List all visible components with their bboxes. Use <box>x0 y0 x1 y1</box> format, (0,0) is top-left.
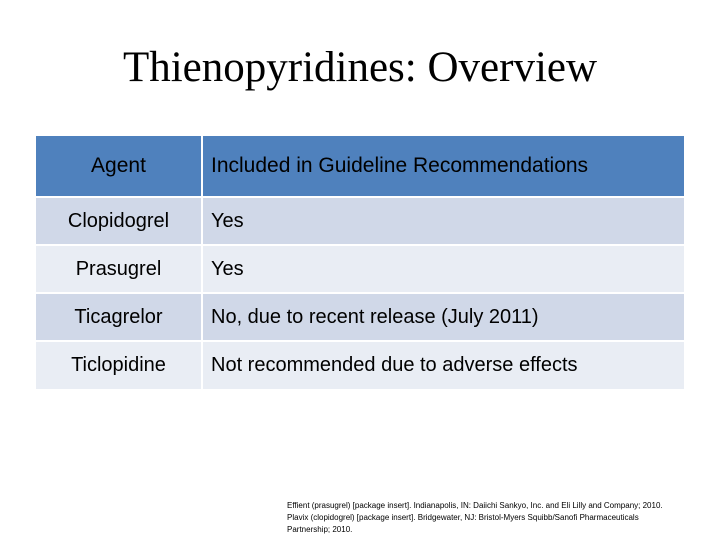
table-header-row <box>36 136 684 197</box>
recommendation-cell: No, due to recent release (July 2011) <box>202 293 684 341</box>
table-row <box>36 245 684 293</box>
header-agent: Agent <box>36 136 202 197</box>
recommendation-cell: Yes <box>202 197 684 245</box>
agents-table <box>36 136 684 389</box>
recommendation-cell: Not recommended due to adverse effects <box>202 341 684 389</box>
reference-line: Plavix (clopidogrel) [package insert]. Bridgewater, NJ: Bristol-Myers Squibb/Sanofi Pharmaceuticals <box>287 513 639 522</box>
agent-cell: Clopidogrel <box>36 197 202 245</box>
agent-cell: Prasugrel <box>36 245 202 293</box>
slide-title: Thienopyridines: Overview <box>122 44 598 91</box>
references <box>287 500 717 536</box>
agent-cell: Ticlopidine <box>36 341 202 389</box>
table-row <box>36 293 684 341</box>
reference-line: Effient (prasugrel) [package insert]. Indianapolis, IN: Daiichi Sankyo, Inc. and Eli Lilly and Company; 2010. <box>287 501 663 510</box>
agent-cell: Ticagrelor <box>36 293 202 341</box>
header-guideline: Included in Guideline Recommendations <box>202 136 684 197</box>
recommendation-cell: Yes <box>202 245 684 293</box>
table-row <box>36 341 684 389</box>
reference-line: Partnership; 2010. <box>287 525 353 534</box>
table-row <box>36 197 684 245</box>
